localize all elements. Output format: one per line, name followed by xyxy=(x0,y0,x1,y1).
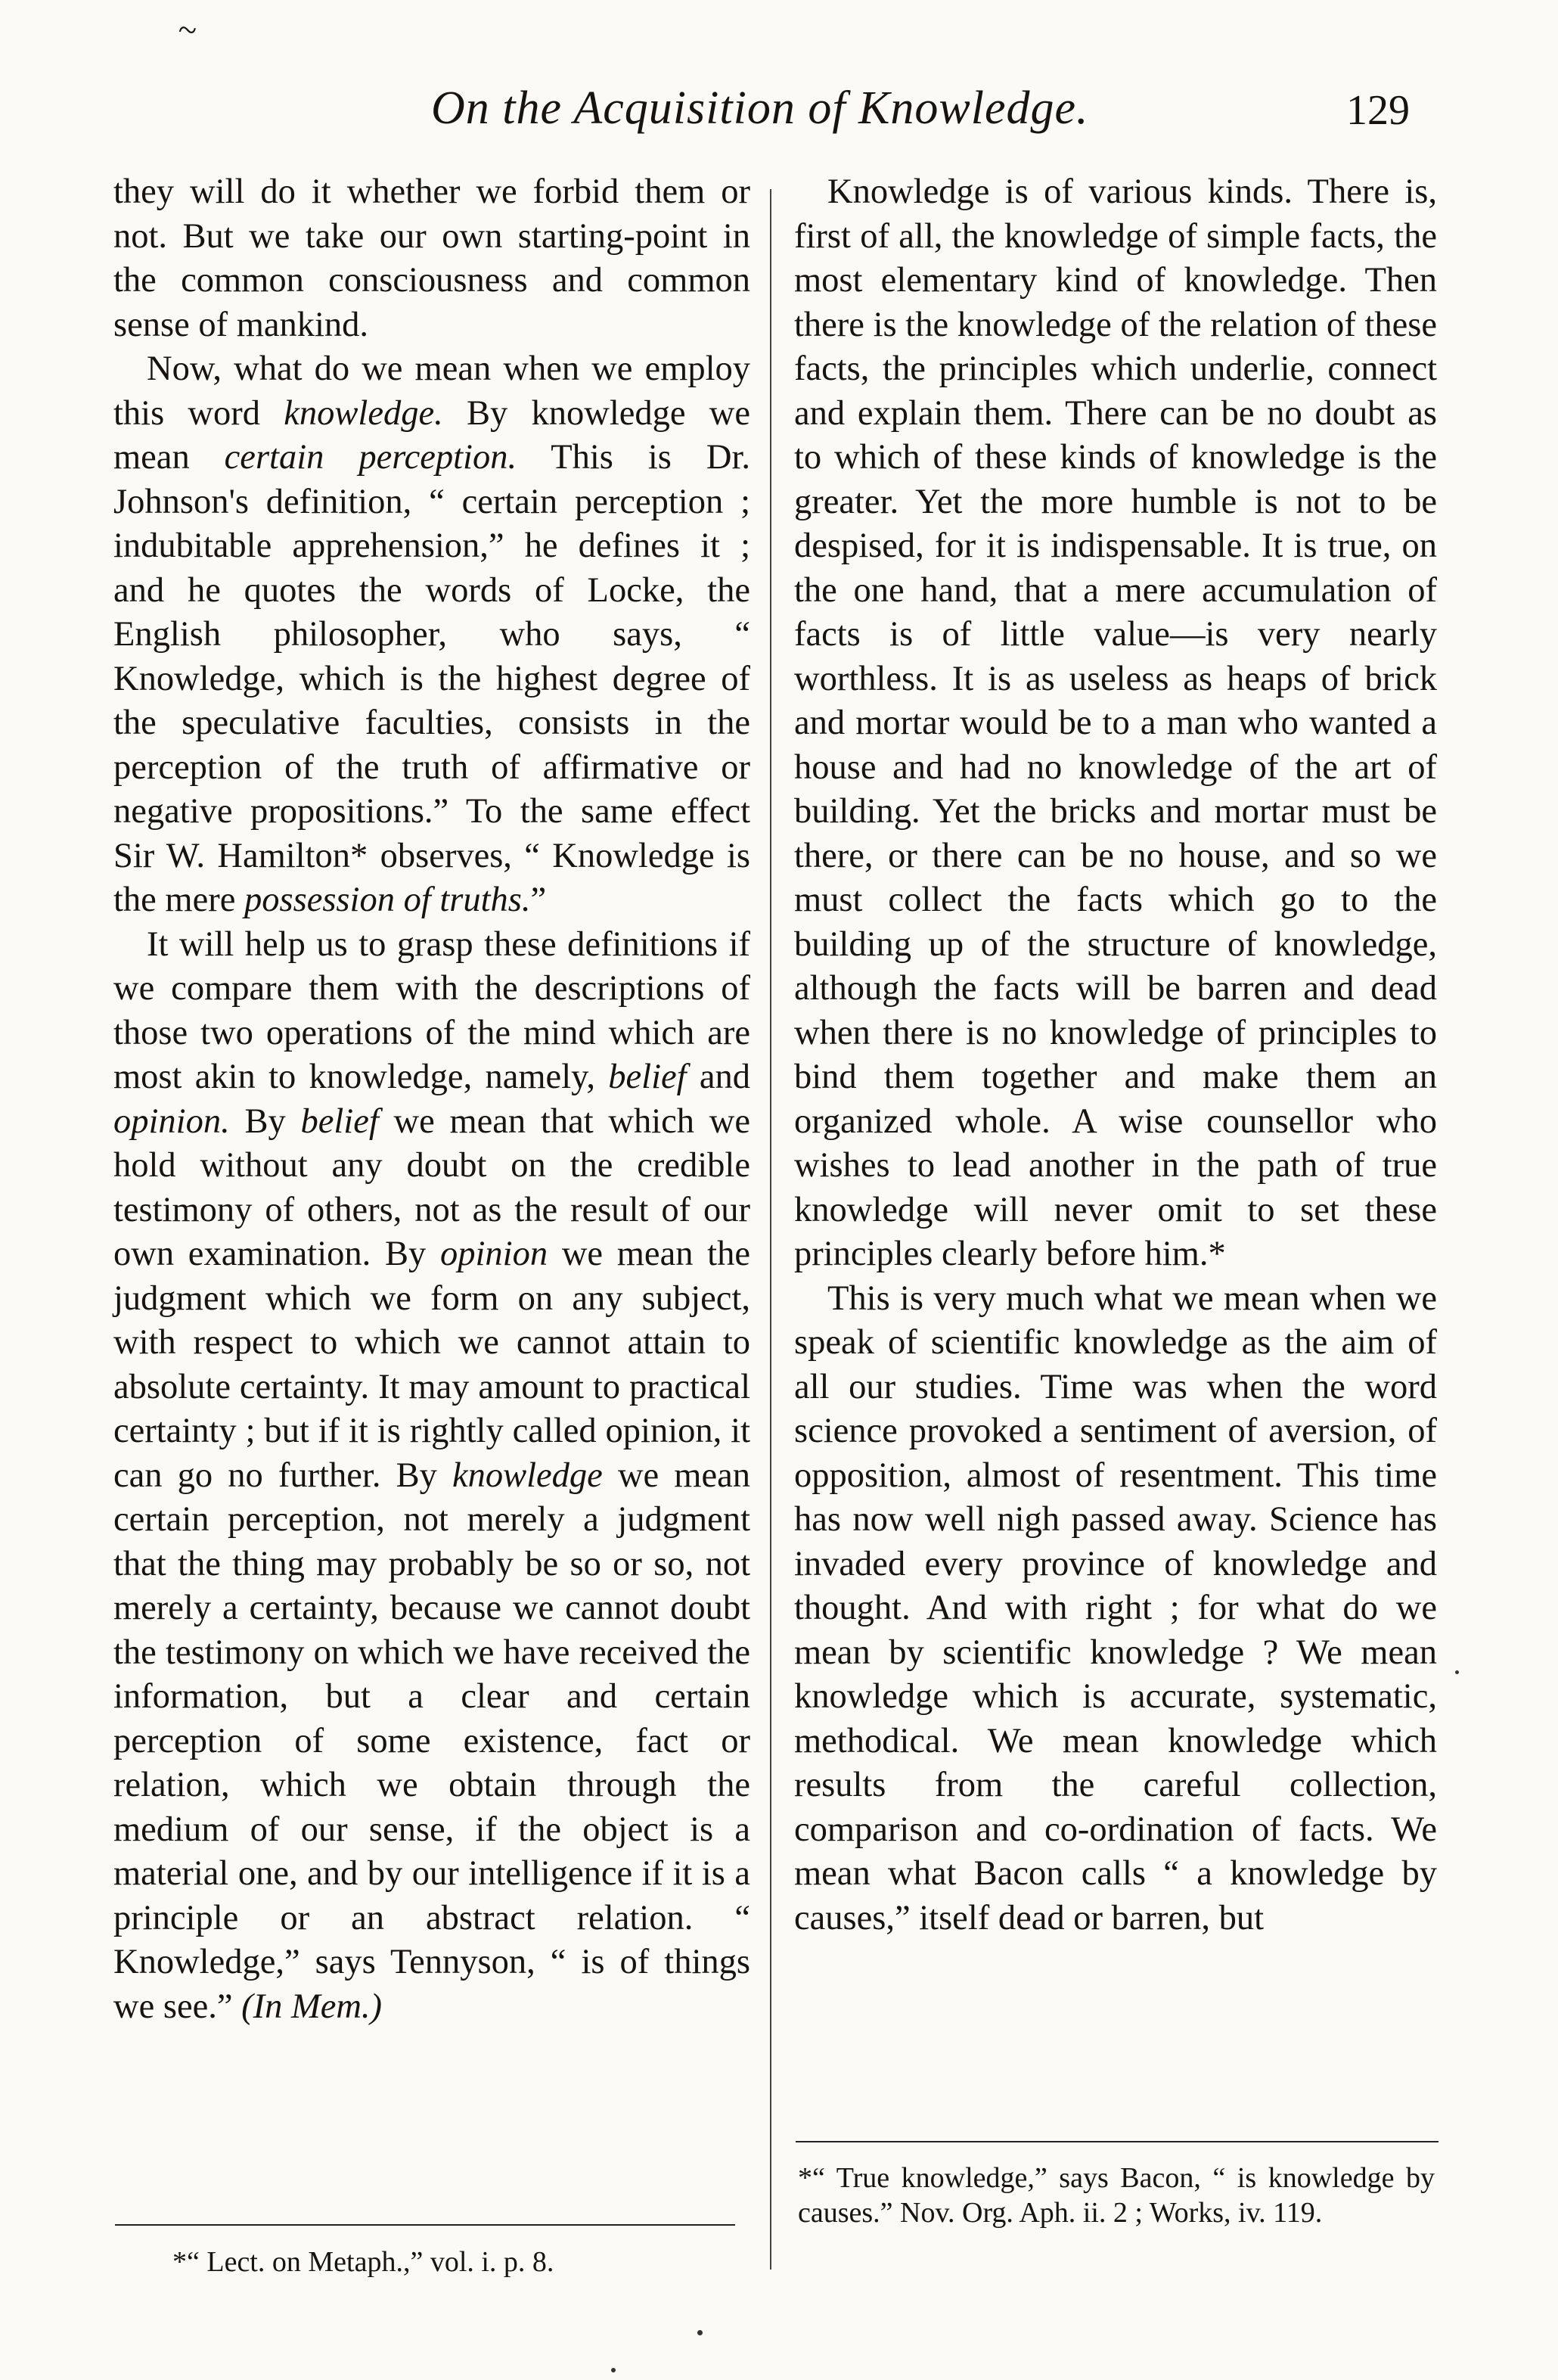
page-number: 129 xyxy=(1346,87,1410,134)
running-title: On the Acquisition of Knowledge. xyxy=(431,82,1089,134)
italic-text: belief xyxy=(300,1101,379,1141)
italic-text: (In Mem.) xyxy=(241,1987,383,2026)
corner-mark: ~ xyxy=(175,10,200,50)
body-text: It will help us to grasp these definitions if we compare them with the descriptions of those two operations of the mind which are most akin to knowledge, namely, xyxy=(113,924,750,1096)
left-paragraph-1 xyxy=(113,170,750,347)
right-paragraph-2 xyxy=(794,1277,1437,1941)
right-column xyxy=(794,170,1437,1940)
body-text: we mean the judgment which we form on any subject, with respect to which we cannot attain to absolute certainty. It may amount to practical certainty ; but if it is rightly called opinion, it can go no further. By xyxy=(113,1235,750,1495)
right-footnote-rule xyxy=(796,2141,1439,2142)
italic-text: belief xyxy=(608,1058,687,1096)
right-paragraph-1 xyxy=(794,170,1437,1277)
body-text: we mean that which we hold without any doubt on the credible testimony of others, not as the result of our own examination. By xyxy=(113,1101,751,1273)
ink-speck xyxy=(611,2368,616,2372)
body-text: Now, what do we mean when we employ this word xyxy=(113,350,750,433)
body-text: By knowledge we mean xyxy=(113,393,750,477)
body-text: This is Dr. Johnson's definition, “ certain perception ; indubitable apprehension,” he defines it ; and he quotes the words of Locke, the English philosopher, who says, “ Knowledge, which is the highest degree of the speculative faculties, consists in the perception of the truth of affirmative or negative propositions.” To the same effect Sir W. Hamilton* observes, “ Knowledge is the mere xyxy=(113,438,750,919)
column-divider xyxy=(770,189,771,2270)
ink-speck xyxy=(697,2330,703,2335)
italic-text: knowledge. xyxy=(284,393,443,433)
body-text: Knowledge is of various kinds. There is, first of all, the knowledge of simple facts, the most elementary kind of knowledge. Then there is the knowledge of the relation of these facts, the principles which underlie, connect and explain them. There can be no doubt as to which of these kinds of knowledge is the greater. Yet the more humble is not to be despised, for it is indispensable. It is true, on the one hand, that a mere accumulation of facts is of little value—is very nearly worthless. It is as useless as heaps of brick and mortar would be to a man who wanted a house and had no knowledge of the art of building. Yet the bricks and mortar must be there, or there can be no house, and so we must collect the facts which go to the building up of the structure of knowledge, although the facts will be barren and dead when there is no knowledge of principles to bind them together and make them an organized whole. A wise counsellor who wishes to lead another in the path of true knowledge will never omit to set these principles clearly before him.* xyxy=(794,172,1437,1273)
body-text: This is very much what we mean when we speak of scientific knowledge as the aim of all our studies. Time was when the word science provoked a sentiment of aversion, of opposition, almost of resentment. This time has now well nigh passed away. Science has invaded every province of knowledge and thought. And with right ; for what do we mean by scientific knowledge ? We mean knowledge which is accurate, systematic, methodical. We mean knowledge which results from the careful collection, comparison and co-ordination of facts. We mean what Bacon calls “ a knowledge by causes,” itself dead or barren, but xyxy=(794,1279,1437,1937)
left-column xyxy=(113,170,750,2029)
ink-speck xyxy=(1455,1670,1459,1674)
italic-text: possession of truths. xyxy=(244,881,531,919)
body-text: By xyxy=(229,1101,301,1141)
left-paragraph-2 xyxy=(113,347,750,923)
italic-text: knowledge xyxy=(452,1456,603,1495)
italic-text: opinion xyxy=(440,1235,548,1273)
body-text: ” xyxy=(530,881,547,919)
left-footnote-rule xyxy=(115,2224,735,2226)
body-text: they will do it whether we forbid them or not. But we take our own starting-point in the common consciousness and common sense of mankind. xyxy=(113,172,750,344)
page-header xyxy=(0,82,1558,142)
body-text: and xyxy=(686,1058,750,1096)
italic-text: certain perception. xyxy=(224,438,517,477)
body-text: we mean certain perception, not merely a judgment that the thing may probably be so or so, not merely a certainty, because we cannot doubt the testimony on which we have received the information, but a clear and certain perception of some existence, fact or relation, which we obtain through the medium of our sense, if the object is a material one, and by our intelligence if it is a principle or an abstract relation. “ Knowledge,” says Tennyson, “ is of things we see.” xyxy=(113,1456,750,2026)
left-paragraph-3 xyxy=(113,923,750,2030)
italic-text: opinion. xyxy=(113,1101,230,1141)
left-footnote: *“ Lect. on Metaph.,” vol. i. p. 8. xyxy=(172,2246,554,2278)
right-footnote: *“ True knowledge,” says Bacon, “ is knowledge by causes.” Nov. Org. Aph. ii. 2 ; Works, iv. 119. xyxy=(798,2162,1435,2229)
